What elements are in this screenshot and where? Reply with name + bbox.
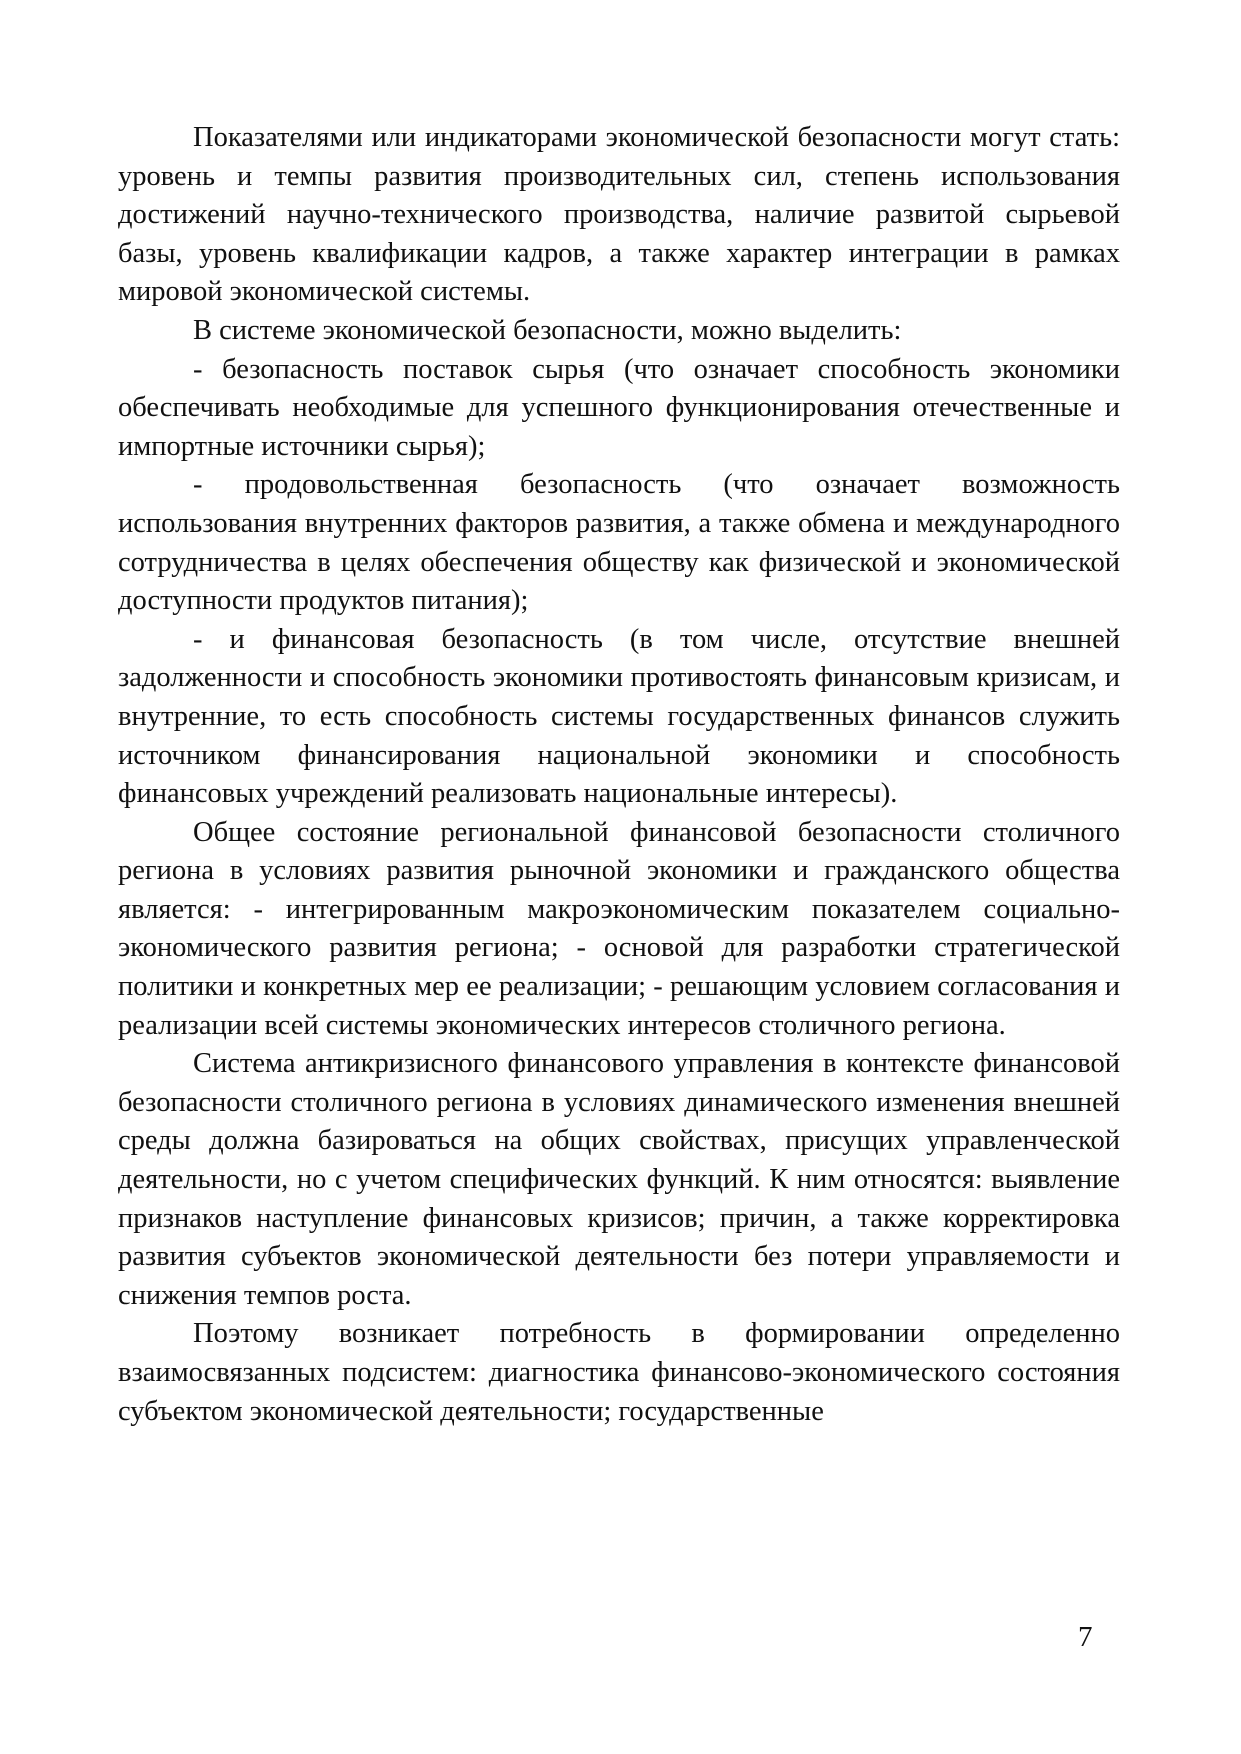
paragraph-subsystems: Поэтому возникает потребность в формировании определенно взаимосвязанных подсистем: диагностика финансово-экономического состояния субъектом экономической деятельности; государственные (118, 1318, 1120, 1427)
paragraph-financial-security: - и финансовая безопасность (в том числе, отсутствие внешней задолженности и способность экономики противостоять финансовым кризисам, и внутренние, то есть способность системы государственных финансов служить источником финансирования национальной экономики и способность финансовых учреждений реализовать национальные интересы). (118, 623, 1120, 810)
page-number: 7 (1078, 1621, 1093, 1653)
paragraph-anticrisis-system: Система антикризисного финансового управления в контексте финансовой безопасности столичного региона в условиях динамического изменения внешней среды должна базироваться на общих свойствах, присущих управленческой деятельности, но с учетом специфических функций. К ним относятся: выявление признаков наступление финансовых кризисов; причин, а также корректировка развития субъектов экономической деятельности без потери управляемости и снижения темпов роста. (118, 1048, 1120, 1311)
paragraph-raw-materials-security: - безопасность поставок сырья (что означает способность экономики обеспечивать необходимые для успешного функционирования отечественные и импортные источники сырья); (118, 353, 1120, 462)
paragraph-regional-state: Общее состояние региональной финансовой безопасности столичного региона в условиях развития рыночной экономики и гражданского общества является: - интегрированным макроэкономическим показателем социально-экономического развития региона; - основой для разработки стратегической политики и конкретных мер ее реализации; - решающим условием согласования и реализации всей системы экономических интересов столичного региона. (118, 816, 1120, 1041)
paragraph-indicators: Показателями или индикаторами экономической безопасности могут стать: уровень и темпы развития производительных сил, степень использования достижений научно-технического производства, наличие развитой сырьевой базы, уровень квалификации кадров, а также характер интеграции в рамках мировой экономической системы. (118, 122, 1120, 308)
paragraph-system-intro: В системе экономической безопасности, можно выделить: (193, 314, 902, 346)
paragraph-food-security: - продовольственная безопасность (что означает возможность использования внутренних факторов развития, а также обмена и международного сотрудничества в целях обеспечения обществу как физической и экономической доступности продуктов питания); (118, 469, 1120, 617)
document-page (118, 119, 1120, 1431)
